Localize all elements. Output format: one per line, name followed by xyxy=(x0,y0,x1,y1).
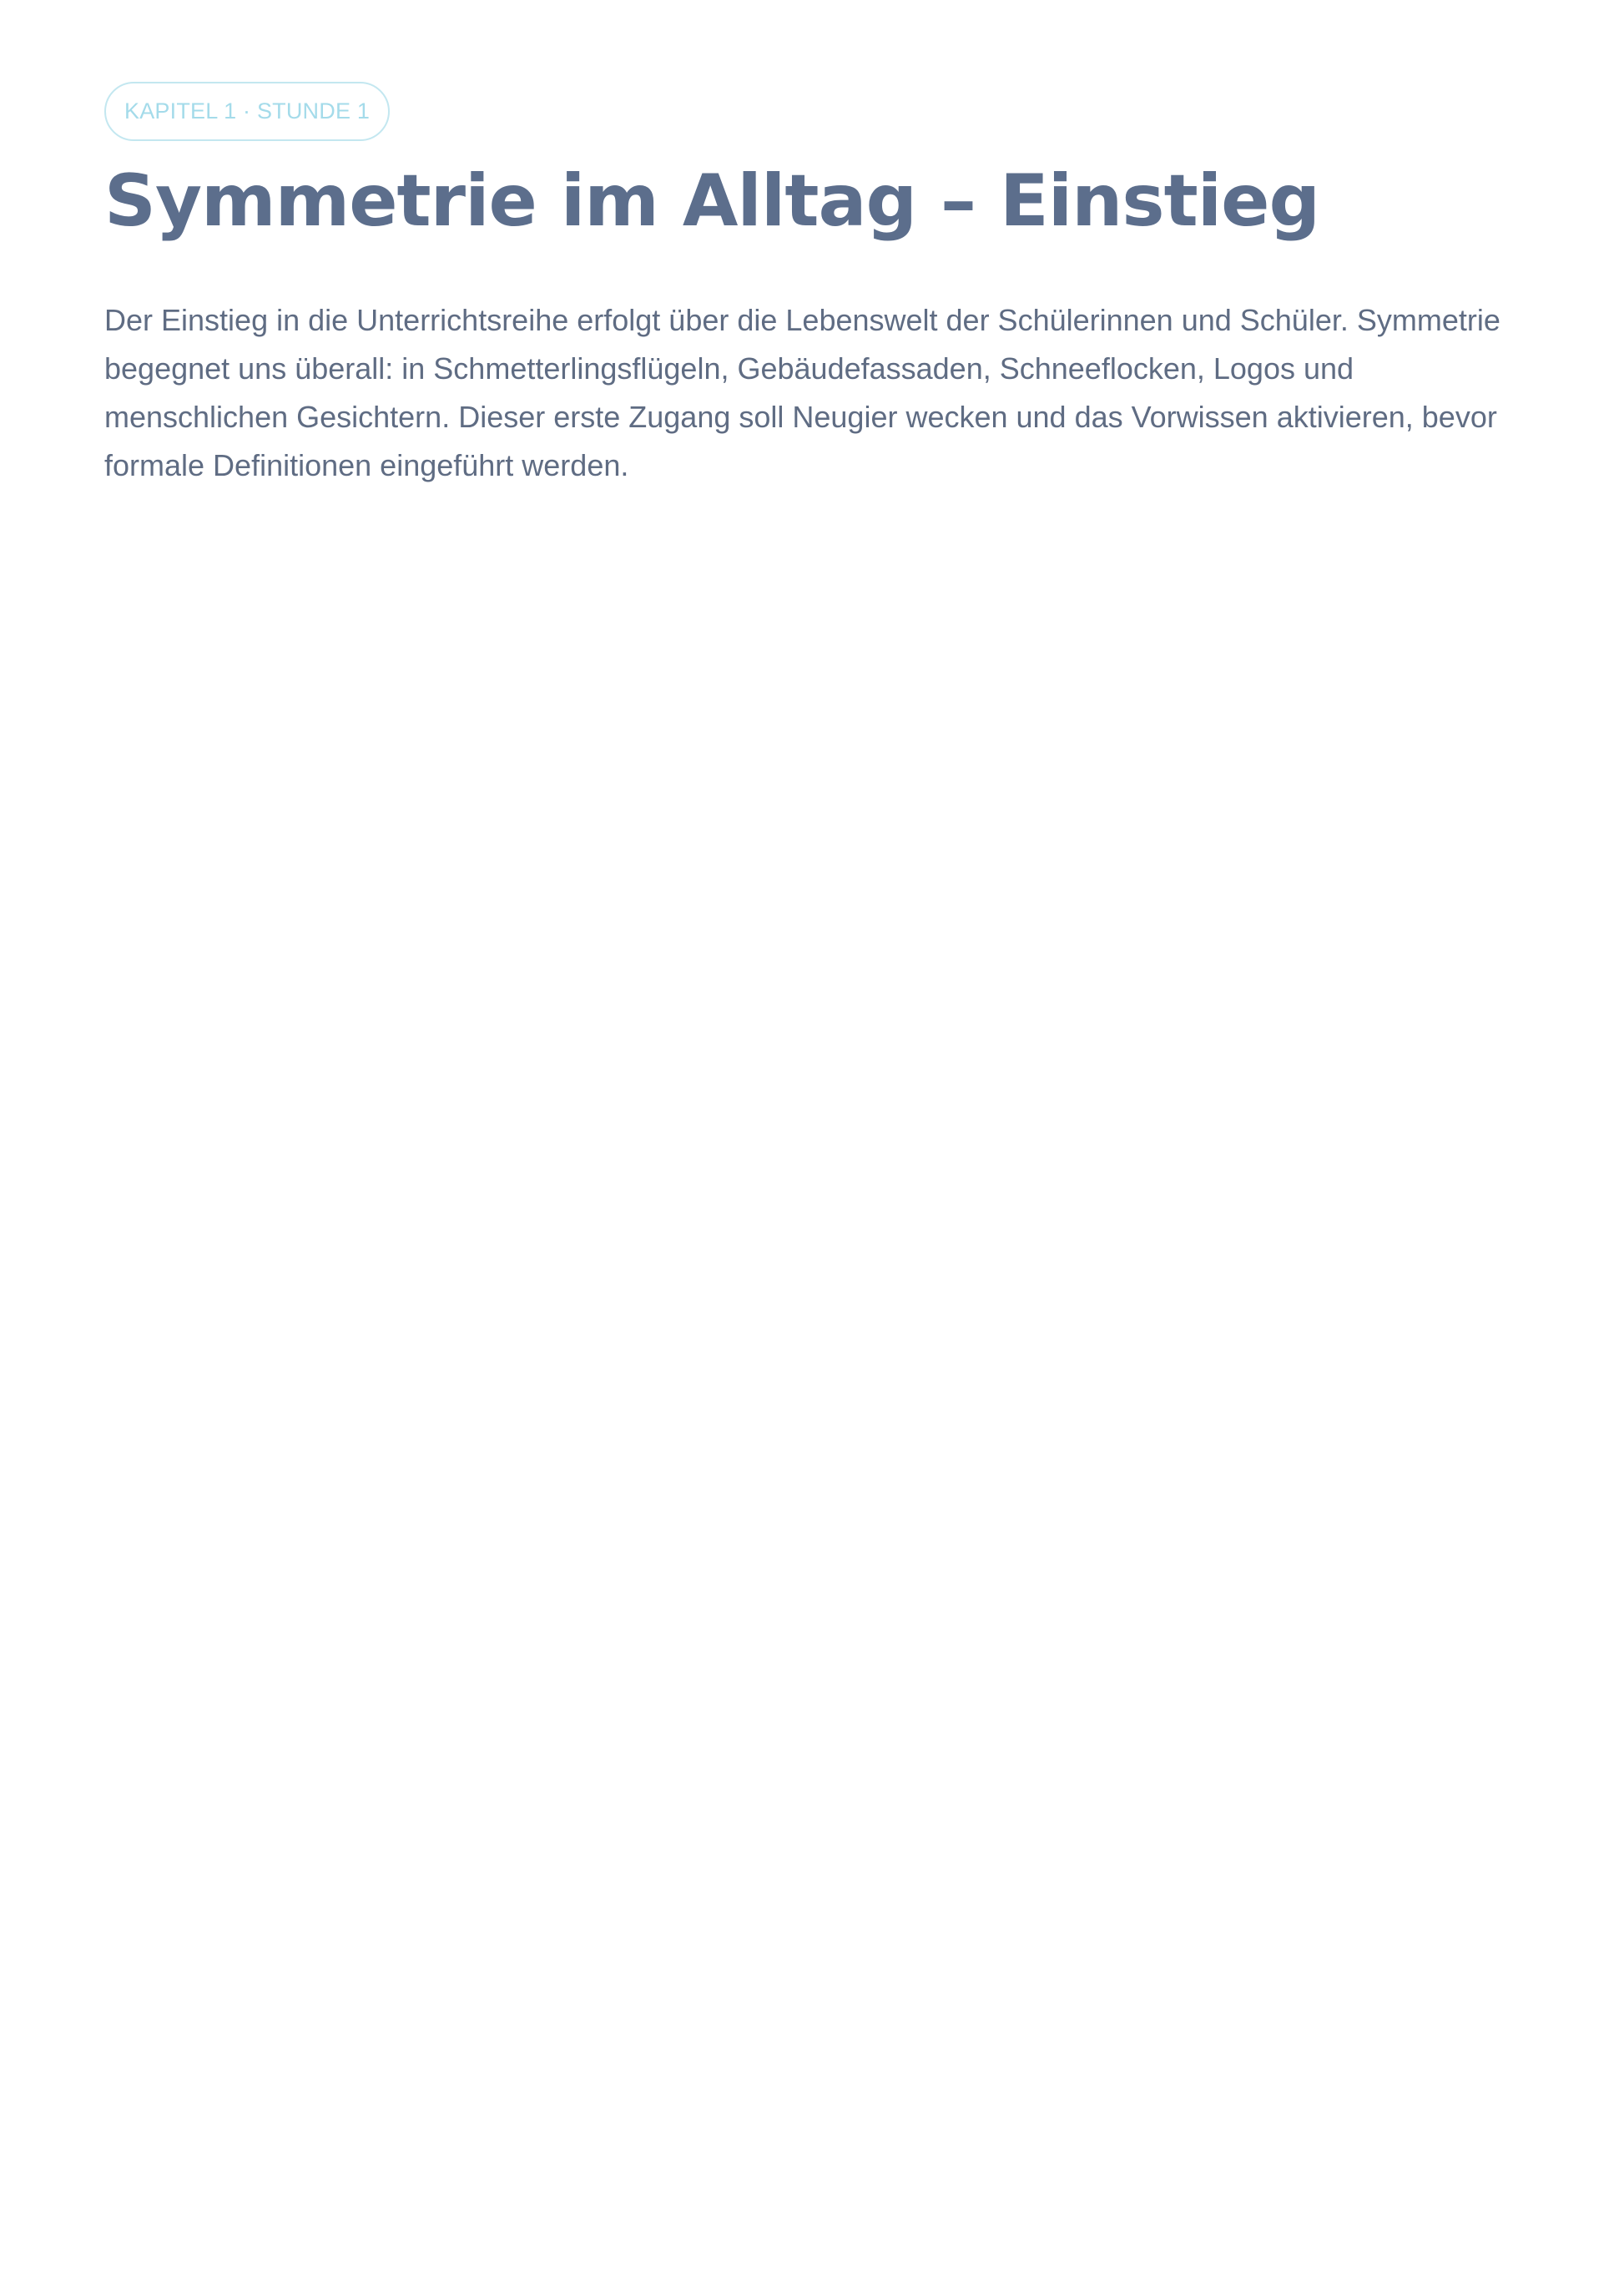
chapter-badge: KAPITEL 1 · STUNDE 1 xyxy=(104,82,390,141)
document-page xyxy=(104,82,1523,490)
intro-paragraph: Der Einstieg in die Unterrichtsreihe erfolgt über die Lebenswelt der Schülerinnen und Schüler. Symmetrie begegnet uns überall: in Schmetterlingsflügeln, Gebäudefassaden, Schneeflocken, Logos und menschlichen Gesichtern. Dieser erste Zugang soll Neugier wecken und das Vorwissen aktivieren, bevor formale Definitionen eingeführt werden. xyxy=(104,303,1500,483)
page-title: Symmetrie im Alltag – Einstieg xyxy=(104,159,1320,243)
